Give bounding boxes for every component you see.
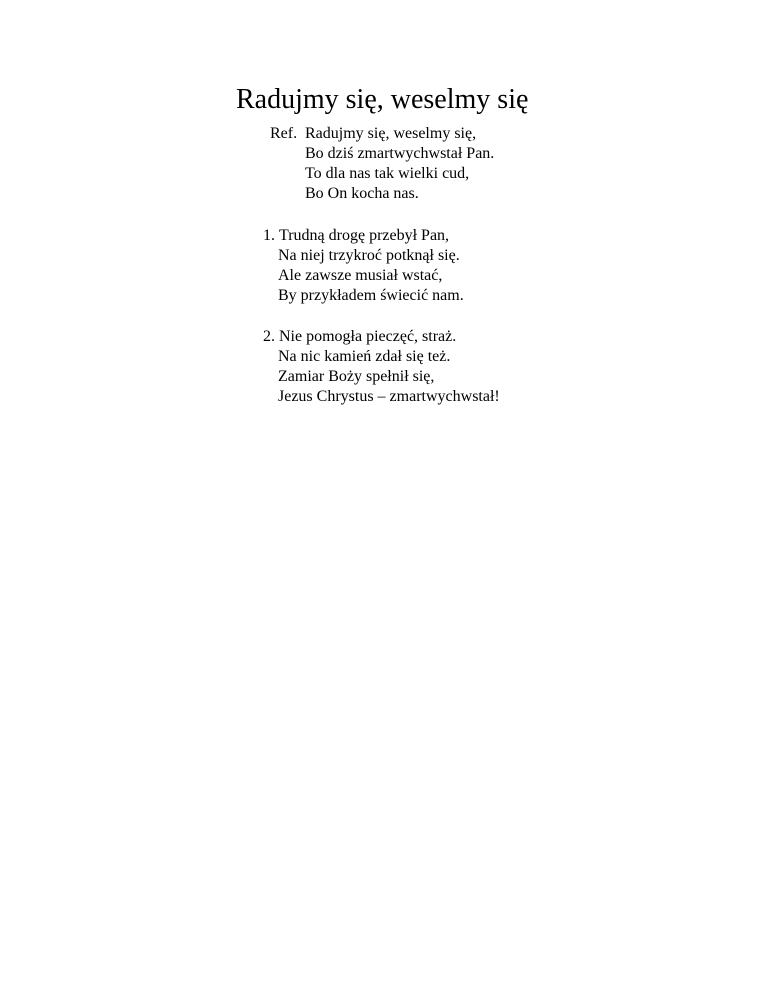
- verse-line: Zamiar Boży spełnił się,: [278, 368, 435, 385]
- verse-line: Na nic kamień zdał się też.: [278, 348, 451, 365]
- verse-line: Ale zawsze musiał wstać,: [278, 267, 443, 284]
- verse-line: By przykładem świecić nam.: [278, 287, 464, 304]
- refrain-label: Ref.: [270, 125, 298, 142]
- refrain-line: To dla nas tak wielki cud,: [305, 165, 470, 182]
- verse-line: Nie pomogła pieczęć, straż.: [279, 328, 457, 345]
- verse-line: Trudną drogę przebył Pan,: [279, 227, 450, 244]
- refrain-line: Bo On kocha nas.: [305, 185, 419, 202]
- verse-line: Jezus Chrystus – zmartwychwstał!: [278, 388, 500, 405]
- song-title: Radujmy się, weselmy się: [236, 84, 529, 115]
- refrain-line: Bo dziś zmartwychwstał Pan.: [305, 145, 495, 162]
- refrain-line: Radujmy się, weselmy się,: [305, 125, 477, 142]
- verse-number: 2.: [263, 328, 275, 345]
- verse-number: 1.: [263, 227, 275, 244]
- verse-line: Na niej trzykroć potknął się.: [278, 247, 460, 264]
